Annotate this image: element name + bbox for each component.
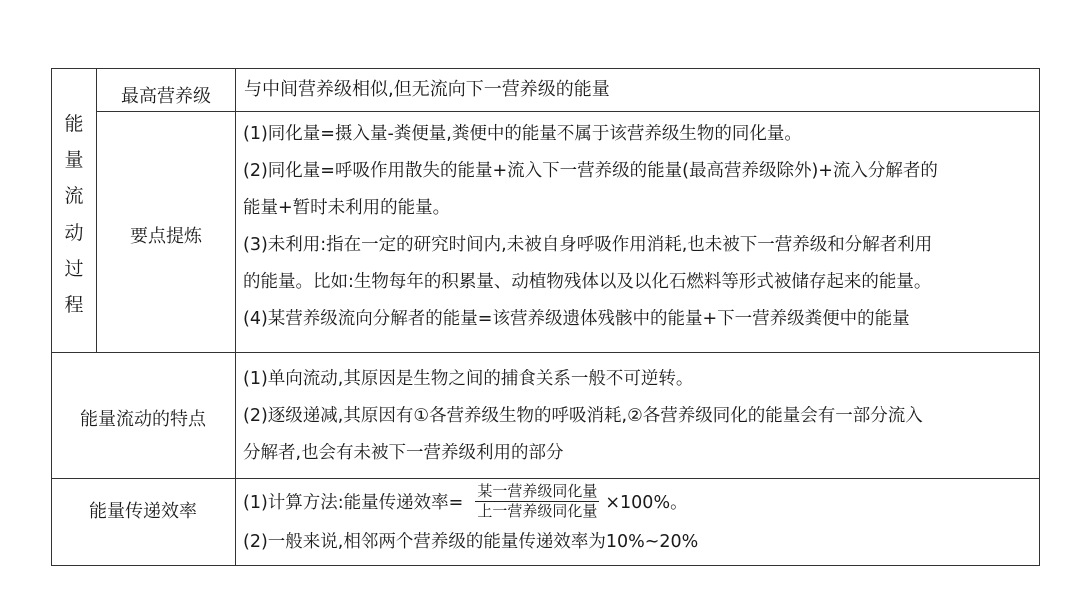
column-divider — [235, 68, 236, 566]
content-line: (2)逐级递减,其原因有①各营养级生物的呼吸消耗,②各营养级同化的能量会有一部分流入 — [243, 406, 923, 426]
row-divider — [96, 111, 1040, 112]
content-line: (4)某营养级流向分解者的能量=该营养级遗体残骸中的能量+下一营养级粪便中的能量 — [243, 309, 910, 329]
content-line: 分解者,也会有未被下一营养级利用的部分 — [243, 443, 564, 463]
group-label-energy-flow-process: 能 量 流 动 过 程 — [64, 113, 84, 317]
content-line: (2)同化量=呼吸作用散失的能量+流入下一营养级的能量(最高营养级除外)+流入分解者的 — [243, 161, 938, 181]
formula-prefix: (1)计算方法:能量传递效率= — [243, 493, 464, 513]
efficiency-fraction — [475, 482, 599, 521]
formula-suffix: ×100%。 — [605, 493, 688, 513]
formula-line — [243, 483, 688, 523]
fraction-numerator: 某一营养级同化量 — [477, 481, 598, 500]
content-line: (1)单向流动,其原因是生物之间的捕食关系一般不可逆转。 — [243, 369, 694, 389]
row-label-transfer-efficiency: 能量传递效率 — [89, 501, 197, 522]
row-divider — [51, 478, 1040, 479]
fraction-denominator: 上一营养级同化量 — [477, 501, 598, 520]
content-line: 的能量。比如:生物每年的积累量、动植物残体以及以化石燃料等形式被储存起来的能量。 — [243, 272, 932, 292]
row-content-highest-trophic-level: 与中间营养级相似,但无流向下一营养级的能量 — [244, 79, 610, 100]
content-line: (2)一般来说,相邻两个营养级的能量传递效率为10%~20% — [243, 532, 699, 552]
content-line: 能量+暂时未利用的能量。 — [243, 198, 451, 218]
row-label-key-points: 要点提炼 — [130, 226, 202, 247]
content-line: (3)未利用:指在一定的研究时间内,未被自身呼吸作用消耗,也未被下一营养级和分解者利用 — [243, 235, 933, 255]
row-label-energy-flow-features: 能量流动的特点 — [80, 409, 206, 430]
content-line: (1)同化量=摄入量-粪便量,粪便中的能量不属于该营养级生物的同化量。 — [243, 124, 802, 144]
row-divider — [51, 352, 1040, 353]
row-label-highest-trophic-level: 最高营养级 — [121, 86, 211, 107]
